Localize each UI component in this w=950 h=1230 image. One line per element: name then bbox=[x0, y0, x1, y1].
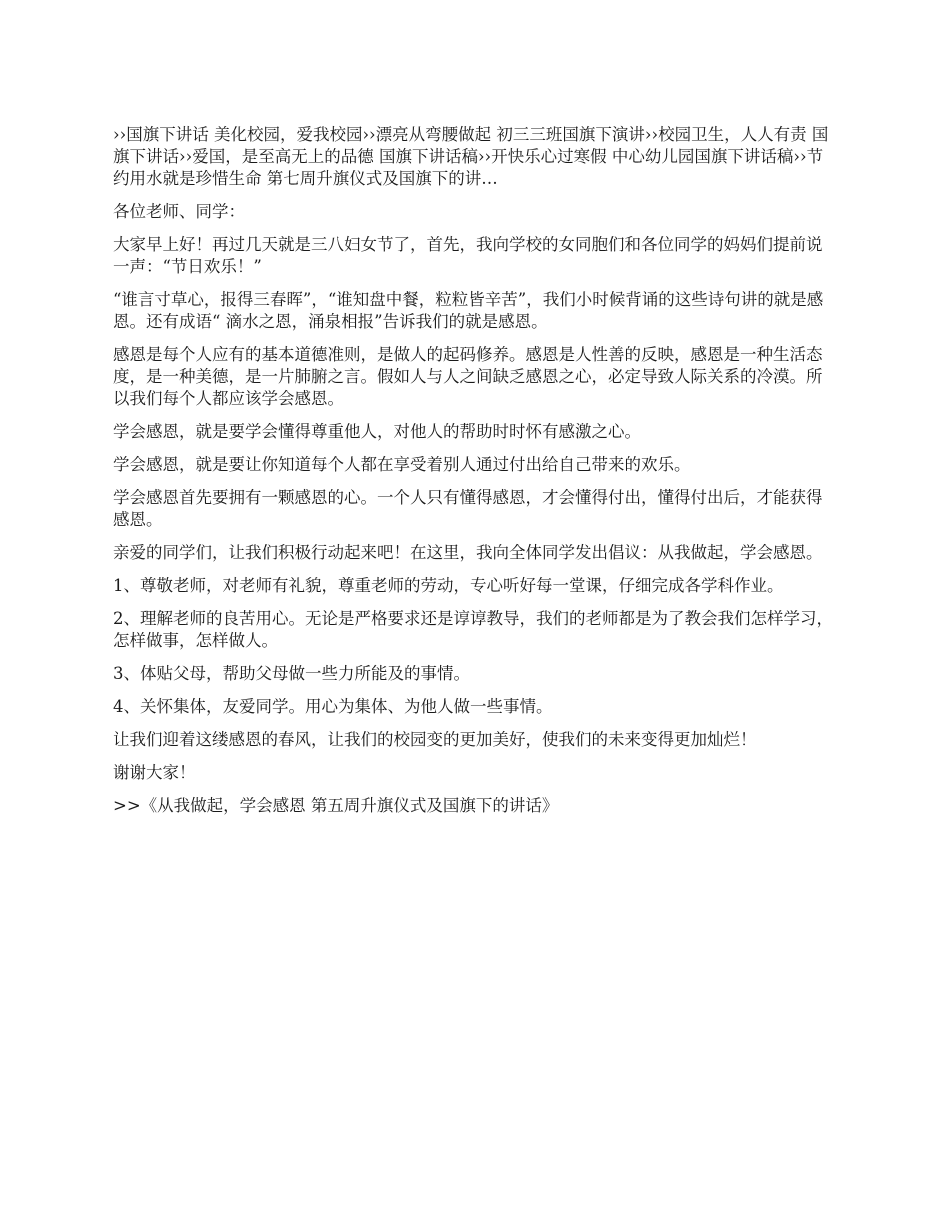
related-sep: ›› bbox=[362, 125, 376, 144]
related-link[interactable]: 国旗下讲话 美化校园，爱我校园 bbox=[126, 125, 363, 144]
article-paragraph: 亲爱的同学们，让我们积极行动起来吧！在这里，我向全体同学发出倡议：从我做起，学会感恩。 bbox=[113, 543, 823, 562]
related-sep: ›› bbox=[644, 125, 659, 144]
related-link[interactable]: 爱国，是至高无上的品德 国旗下讲话稿 bbox=[192, 147, 478, 166]
related-link[interactable]: 校园卫生，人人有责 国旗下讲话 bbox=[113, 125, 829, 166]
next-article-link[interactable]: >>《从我做起，学会感恩 第五周升旗仪式及国旗下的讲话》 bbox=[113, 796, 559, 815]
article-body bbox=[113, 201, 838, 784]
related-sep: ›› bbox=[113, 125, 127, 144]
related-link[interactable]: 节约用水就是珍惜生命 第七周升旗仪式及国旗下的讲… bbox=[113, 147, 824, 188]
article-paragraph: 大家早上好！再过几天就是三八妇女节了，首先，我向学校的女同胞们和各位同学的妈妈们提前说一声：“节日欢乐！” bbox=[113, 235, 823, 276]
related-links bbox=[113, 124, 838, 190]
article-paragraph: 学会感恩，就是要学会懂得尊重他人，对他人的帮助时时怀有感激之心。 bbox=[113, 422, 641, 441]
related-link[interactable]: 漂亮从弯腰做起 初三三班国旗下演讲 bbox=[375, 125, 645, 144]
list-item: 3、体贴父母，帮助父母做一些力所能及的事情。 bbox=[113, 664, 470, 683]
article-paragraph: 让我们迎着这缕感恩的春风，让我们的校园变的更加美好，使我们的未来变得更加灿烂！ bbox=[113, 730, 757, 749]
article-paragraph: 感恩是每个人应有的基本道德准则，是做人的起码修养。感恩是人性善的反映，感恩是一种生活态度，是一种美德，是一片肺腑之言。假如人与人之间缺乏感恩之心，必定导致人际关系的冷漠。所以我们每个人都应该学会感恩。 bbox=[113, 345, 823, 408]
related-sep: ›› bbox=[179, 147, 193, 166]
related-link[interactable]: 开快乐心过寒假 中心幼儿园国旗下讲话稿 bbox=[491, 147, 794, 166]
document-page bbox=[113, 124, 838, 817]
related-sep: ›› bbox=[793, 147, 807, 166]
list-item: 4、关怀集体，友爱同学。用心为集体、为他人做一些事情。 bbox=[113, 697, 553, 716]
article-paragraph: “谁言寸草心，报得三春晖”，“谁知盘中餐，粒粒皆辛苦”，我们小时候背诵的这些诗句讲的就是感恩。还有成语“ 滴水之恩，涌泉相报”告诉我们的就是感恩。 bbox=[113, 290, 824, 331]
list-item: 2、理解老师的良苦用心。无论是严格要求还是谆谆教导，我们的老师都是为了教会我们怎样学习，怎样做事，怎样做人。 bbox=[113, 609, 833, 650]
salutation: 各位老师、同学： bbox=[113, 202, 245, 221]
closing: 谢谢大家！ bbox=[113, 763, 196, 782]
article-paragraph: 学会感恩首先要拥有一颗感恩的心。一个人只有懂得感恩，才会懂得付出，懂得付出后，才能获得感恩。 bbox=[113, 488, 823, 529]
article-paragraph: 学会感恩，就是要让你知道每个人都在享受着别人通过付出给自己带来的欢乐。 bbox=[113, 455, 691, 474]
related-sep: ›› bbox=[477, 147, 492, 166]
list-item: 1、尊敬老师，对老师有礼貌，尊重老师的劳动，专心听好每一堂课，仔细完成各学科作业。 bbox=[113, 576, 784, 595]
